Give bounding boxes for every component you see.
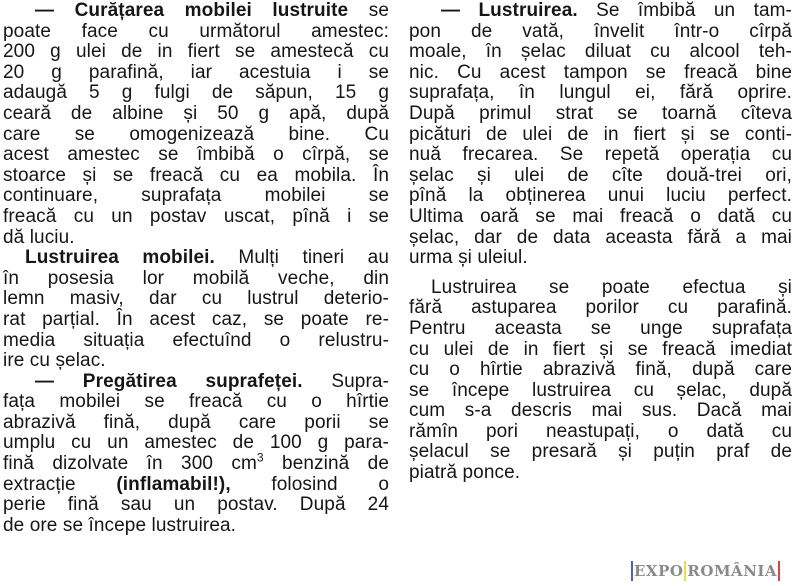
- line-text: dă luciu.: [3, 226, 75, 248]
- line-text: fața mobilei se freacă cu o hîrtie: [3, 391, 389, 413]
- line-text: media situația efectuînd o relustru-: [3, 329, 389, 351]
- text-line: [409, 319, 792, 340]
- text-line: [3, 104, 389, 125]
- line-text: rat parțial. În acest caz, se poate re-: [3, 308, 389, 330]
- line-text: Lustruirea se poate efectua și: [431, 276, 792, 298]
- text-line: [409, 381, 792, 402]
- line-text: se: [348, 0, 389, 21]
- line-text: ire cu șelac.: [3, 350, 106, 372]
- line-text: După primul strat se toarnă cîteva: [409, 102, 792, 124]
- line-text: continuare, suprafața mobilei se: [3, 185, 389, 207]
- text-line: [3, 433, 389, 454]
- line-text: rămîn pori neastupați, o dată cu: [409, 420, 792, 442]
- line-text: abrazivă fină, după care porii se: [3, 411, 389, 433]
- text-line: [409, 207, 792, 228]
- watermark-word-romania: ROMÂNIA: [687, 562, 778, 580]
- line-text: fără astuparea porilor cu parafină.: [409, 297, 792, 319]
- line-text: Ultima oară se mai freacă o dată cu: [409, 205, 792, 227]
- line-text: cu o hîrtie abrazivă fină, după care: [409, 359, 792, 381]
- line-text: șelacul se presară și puțin praf de: [409, 441, 792, 463]
- text-line: [3, 310, 389, 331]
- line-text: acest amestec se îmbibă o cîrpă, se: [3, 144, 389, 166]
- text-line: [3, 331, 389, 352]
- text-line: [3, 207, 389, 228]
- line-text: perie fină sau un postav. După 24: [3, 494, 389, 516]
- text-line: [3, 289, 389, 310]
- text-line: [409, 42, 792, 63]
- line-text: pon de vată, învelit într-o cîrpă: [409, 20, 792, 42]
- line-text: fină dizolvate în 300 cm: [3, 453, 257, 475]
- line-text: 200 g ulei de in fiert se amestecă cu: [3, 41, 389, 63]
- text-line: [409, 298, 792, 319]
- line-text: Pentru aceasta se unge suprafața: [409, 317, 792, 339]
- text-line: [409, 463, 792, 484]
- superscript: 3: [256, 450, 264, 465]
- line-text: adaugă 5 g fulgi de săpun, 15 g: [3, 82, 389, 104]
- line-text: extracție: [3, 473, 117, 495]
- bold-heading: — Pregătirea suprafeței.: [35, 370, 303, 392]
- bold-emphasis: (inflamabil!),: [116, 473, 231, 495]
- bold-heading: Lustruirea mobilei.: [25, 247, 215, 269]
- bold-heading: — Curățarea mobilei lustruite: [35, 0, 349, 21]
- line-text: piatră ponce.: [409, 462, 521, 484]
- text-line: [3, 372, 389, 393]
- line-text: pînă la obținerea unui luciu perfect.: [409, 185, 792, 207]
- line-text: urma și uleiul.: [409, 247, 528, 269]
- line-text: Se îmbibă un tam-: [577, 0, 792, 21]
- text-line: [409, 1, 792, 22]
- watermark-red-bar: [778, 561, 780, 581]
- text-line: [409, 145, 792, 166]
- text-line: [3, 145, 389, 166]
- text-line: [3, 450, 389, 475]
- line-text-continued: benzină de: [263, 453, 389, 475]
- text-line: [3, 392, 389, 413]
- line-text: poate face cu următorul amestec:: [3, 20, 389, 42]
- line-text: șelac, dar de data aceasta fără a mai: [409, 226, 792, 248]
- line-text-continued: folosind o: [230, 473, 389, 495]
- text-line: [409, 186, 792, 207]
- text-line: [409, 442, 792, 463]
- line-text: freacă cu un postav uscat, pînă i se: [3, 205, 389, 227]
- right-column: [409, 1, 792, 484]
- text-line: [3, 186, 389, 207]
- line-text: cum s-a descris mai sus. Dacă mai: [409, 400, 792, 422]
- line-text: umplu cu un amestec de 100 g para-: [3, 432, 389, 454]
- line-text: suprafața, în lungul ei, fără oprire.: [409, 82, 792, 104]
- line-text: moale, în șelac diluat cu alcool teh-: [409, 41, 792, 63]
- line-text: lemn masiv, dar cu lustrul deterio-: [3, 288, 389, 310]
- text-line: [409, 166, 792, 187]
- line-text: se începe lustruirea cu șelac, după: [409, 379, 792, 401]
- text-line: [3, 42, 389, 63]
- line-text: nuă frecarea. Se repetă operația cu: [409, 144, 792, 166]
- text-line: [3, 413, 389, 434]
- watermark-word-expo: EXPO: [634, 562, 684, 580]
- text-line: [409, 340, 792, 361]
- text-line: [409, 360, 792, 381]
- text-line: [3, 351, 389, 372]
- text-line: [409, 228, 792, 249]
- line-text: 20 g parafină, iar acestuia i se: [3, 61, 389, 83]
- expo-romania-watermark: [631, 560, 780, 582]
- text-line: [3, 475, 389, 496]
- line-text: în posesia lor mobilă veche, din: [3, 267, 389, 289]
- text-line: [3, 248, 389, 269]
- text-line: [409, 63, 792, 84]
- text-line: [409, 401, 792, 422]
- text-line: [409, 104, 792, 125]
- text-line: [409, 83, 792, 104]
- line-text: nic. Cu acest tampon se freacă bine: [409, 61, 792, 83]
- text-line: [409, 248, 792, 269]
- line-text: de ore se începe lustruirea.: [3, 514, 237, 536]
- text-line: [3, 495, 389, 516]
- line-text: cu ulei de in fiert și se freacă imediat: [409, 338, 792, 360]
- line-text: picături de ulei de in fiert și se conti-: [409, 123, 792, 145]
- text-line: [3, 269, 389, 290]
- text-line: [409, 422, 792, 443]
- text-line: [409, 278, 792, 299]
- text-line: [3, 166, 389, 187]
- text-line: [3, 516, 389, 537]
- line-text: Mulți tineri au: [214, 247, 389, 269]
- line-text: ceară de albine și 50 g apă, după: [3, 102, 389, 124]
- line-text: Supra-: [302, 370, 389, 392]
- line-text: care se omogenizează bine. Cu: [3, 123, 389, 145]
- text-line: [3, 1, 389, 22]
- bold-heading: — Lustruirea.: [441, 0, 578, 21]
- text-line: [3, 125, 389, 146]
- text-line: [3, 83, 389, 104]
- line-text: șelac și ulei de cîte două-trei ori,: [409, 164, 792, 186]
- text-line: [3, 228, 389, 249]
- text-line: [3, 63, 389, 84]
- text-line: [409, 22, 792, 43]
- text-line: [3, 22, 389, 43]
- line-text: stoarce și se freacă cu ea mobila. În: [3, 164, 389, 186]
- left-column: [3, 1, 389, 536]
- text-line: [409, 125, 792, 146]
